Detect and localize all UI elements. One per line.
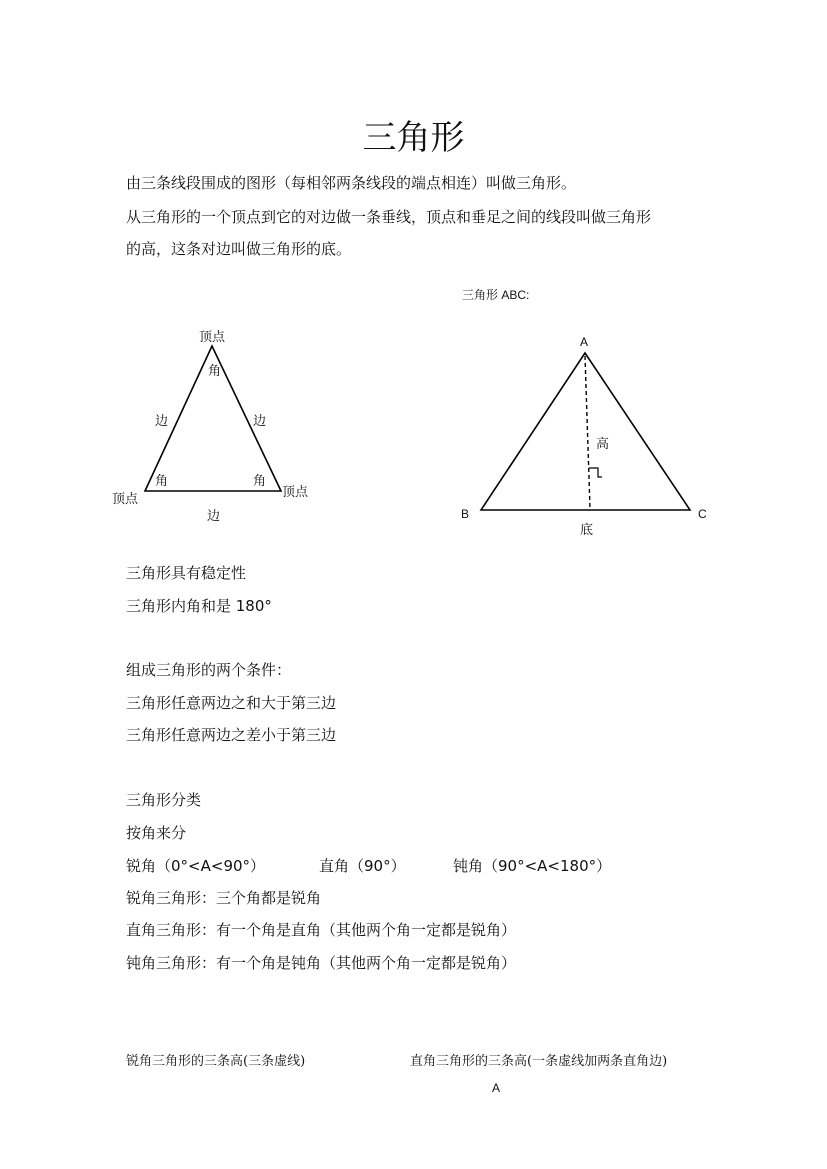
height-definition-line1: 从三角形的一个顶点到它的对边做一条垂线，顶点和垂足之间的线段叫做三角形 bbox=[126, 208, 652, 226]
sum-rule-text: 三角形任意两边之和大于第三边 bbox=[126, 694, 337, 712]
vertex-c-label: C bbox=[698, 507, 707, 521]
acute-heights-caption: 锐角三角形的三条高(三条虚线) bbox=[126, 1054, 306, 1069]
right-vertex-label: 顶点 bbox=[282, 485, 309, 500]
left-side-label: 边 bbox=[155, 414, 169, 429]
right-triangle-def: 直角三角形：有一个角是直角（其他两个角一定都是锐角） bbox=[126, 921, 517, 939]
by-angle-heading: 按角来分 bbox=[126, 824, 187, 842]
conditions-heading: 组成三角形的两个条件： bbox=[126, 661, 292, 679]
height-label: 高 bbox=[596, 437, 610, 452]
top-vertex-label: 顶点 bbox=[199, 330, 226, 345]
angle-sum-text: 三角形内角和是 180° bbox=[126, 597, 272, 615]
obtuse-angle-def: 钝角（90°<A<180°） bbox=[453, 857, 612, 875]
top-angle-label: 角 bbox=[208, 364, 222, 379]
diff-rule-text: 三角形任意两边之差小于第三边 bbox=[126, 726, 337, 744]
vertex-b-label: B bbox=[461, 507, 470, 521]
classification-heading: 三角形分类 bbox=[126, 791, 202, 809]
right-angle-marker bbox=[589, 468, 602, 477]
right-angle-label: 角 bbox=[253, 474, 267, 489]
acute-triangle-def: 锐角三角形：三个角都是锐角 bbox=[126, 889, 322, 907]
height-definition-line2: 的高，这条对边叫做三角形的底。 bbox=[126, 240, 352, 258]
stability-text: 三角形具有稳定性 bbox=[126, 564, 247, 582]
vertex-a-label: A bbox=[580, 335, 589, 349]
height-dashed-line bbox=[585, 356, 590, 508]
definition-paragraph: 由三条线段围成的图形（每相邻两条线段的端点相连）叫做三角形。 bbox=[126, 174, 577, 192]
left-vertex-label: 顶点 bbox=[112, 492, 139, 507]
right-heights-caption: 直角三角形的三条高(一条虚线加两条直角边) bbox=[410, 1054, 668, 1069]
triangle-abc-shape bbox=[481, 353, 690, 510]
acute-angle-def: 锐角（0°<A<90°） bbox=[126, 857, 266, 875]
right-angle-def: 直角（90°） bbox=[319, 857, 406, 875]
base-label: 底 bbox=[580, 523, 594, 538]
right-side-label: 边 bbox=[253, 414, 267, 429]
left-angle-label: 角 bbox=[155, 474, 169, 489]
page-title: 三角形 bbox=[362, 118, 465, 158]
triangle-abc-caption: 三角形 ABC: bbox=[462, 288, 530, 302]
base-side-label: 边 bbox=[207, 509, 221, 524]
obtuse-triangle-def: 钝角三角形：有一个角是钝角（其他两个角一定都是锐角） bbox=[126, 954, 517, 972]
heights-vertex-a-label: A bbox=[492, 1081, 501, 1095]
